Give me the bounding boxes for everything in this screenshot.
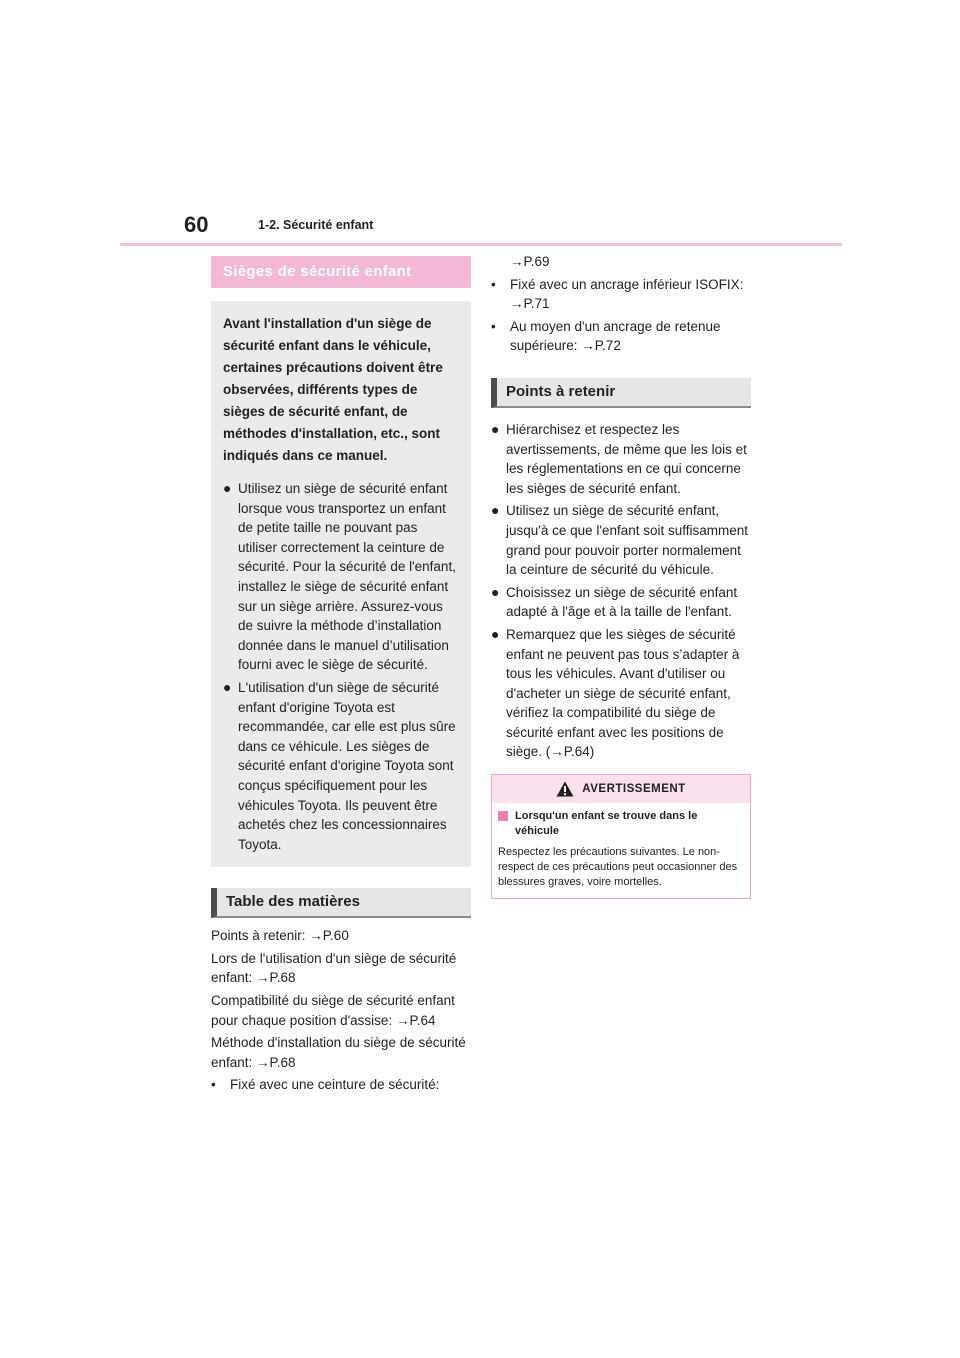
bullet-icon: ●: [491, 502, 500, 519]
points-list: [491, 420, 751, 762]
toc-link-compatibility[interactable]: Compatibilité du siège de sécurité enfant pour chaque position d'assise: →P.64: [211, 993, 455, 1028]
intro-text: Avant l'installation d'un siège de sécurité enfant dans le véhicule, certaines précautions doivent être observées, différents types de sièges de sécurité enfant, de méthodes d'installation, etc., sont indiqués dans ce manuel.: [223, 316, 443, 463]
toc-list: [211, 926, 471, 1095]
bullet-text: Utilisez un siège de sécurité enfant lorsque vous transportez un enfant de petite taille ne pouvant pas utiliser correctement la ceinture de sécurité. Pour la sécurité de l'enfant, installez le siège de sécurité enfant sur un siège arrière. Assurez-vous de suivre la méthode d’installation donnée dans le manuel d’utilisation fourni avec le siège de sécurité.: [238, 481, 456, 673]
warning-header: [492, 775, 750, 803]
section-label: 1-2. Sécurité enfant: [258, 218, 374, 232]
page-number: 60: [184, 212, 209, 237]
bullet-icon: ●: [491, 583, 500, 600]
warning-body: [492, 803, 750, 898]
toc-sub-text: Fixé avec une ceinture de sécurité:: [230, 1077, 440, 1093]
square-bullet-icon: [498, 811, 508, 821]
sub-bullet-icon: •: [211, 1077, 216, 1093]
list-item: [491, 420, 751, 498]
toc-heading: Table des matières: [211, 888, 471, 918]
sub-bullet-icon: •: [491, 318, 496, 334]
warning-subtitle: Lorsqu'un enfant se trouve dans le véhicule: [515, 810, 698, 838]
toc-link-installation[interactable]: Méthode d'installation du siège de sécurité enfant: →P.68: [211, 1035, 466, 1070]
points-heading: Points à retenir: [491, 378, 751, 408]
bullet-text: Hiérarchisez et respectez les avertissements, de même que les lois et les réglementations en ce qui concerne les sièges de sécurité enfant.: [506, 421, 747, 496]
section-title: Sièges de sécurité enfant: [211, 256, 471, 288]
bullet-icon: ●: [491, 625, 500, 642]
toc-link-tether[interactable]: Au moyen d'un ancrage de retenue supérieure: →P.72: [510, 318, 721, 354]
bullet-text: L'utilisation d'un siège de sécurité enfant d'origine Toyota est recommandée, car elle est plus sûre dans ce véhicule. Les sièges de sécurité enfant d'origine Toyota sont conçus spécifiquement pour les véhicules Toyota. Ils peuvent être achetés chez les concessionnaires Toyota.: [238, 679, 456, 852]
warning-subtitle-row: [498, 809, 744, 839]
toc-link-isofix[interactable]: Fixé avec un ancrage inférieur ISOFIX: →P.71: [510, 276, 744, 312]
bullet-text: Remarquez que les sièges de sécurité enfant ne peuvent pas tous s’adapter à tous les véhicules. Avant d'utiliser ou d'acheter un siège de sécurité enfant, vérifiez la compatibilité du siège de sécurité enfant avec les positions de siège. (→P.64): [506, 626, 740, 760]
right-column: [491, 252, 751, 899]
toc-sub-item[interactable]: [491, 317, 751, 356]
bullet-text: Choisissez un siège de sécurité enfant adapté à l'âge et à la taille de l'enfant.: [506, 584, 738, 620]
list-item: [223, 678, 459, 854]
warning-box: [491, 774, 751, 899]
list-item: [491, 501, 751, 579]
intro-box: [211, 301, 471, 867]
warning-triangle-icon: [556, 781, 574, 797]
warning-title: AVERTISSEMENT: [582, 783, 686, 796]
header-rule: [120, 243, 842, 246]
toc-sub-item[interactable]: [491, 275, 751, 314]
toc-link-points[interactable]: Points à retenir: →P.60: [211, 928, 349, 944]
bullet-text: Utilisez un siège de sécurité enfant, jusqu'à ce que l'enfant soit suffisamment grand pour pouvoir porter normalement la ceinture de sécurité du véhicule.: [506, 503, 749, 578]
toc-sub-item: [211, 1075, 471, 1095]
sub-bullet-icon: •: [491, 276, 496, 292]
toc-link-usage[interactable]: Lors de l'utilisation d'un siège de sécurité enfant: →P.68: [211, 950, 457, 986]
bullet-icon: ●: [491, 420, 500, 437]
left-column: [211, 256, 471, 1098]
bullet-icon: ●: [223, 480, 232, 496]
warning-text: Respectez les précautions suivantes. Le non-respect de ces précautions peut occasionner des blessures graves, voire mortelles.: [498, 846, 738, 889]
list-item: [491, 625, 751, 762]
list-item: [491, 583, 751, 622]
bullet-icon: ●: [223, 678, 232, 695]
list-item: [223, 479, 459, 675]
toc-link-seatbelt[interactable]: →P.69: [510, 254, 550, 269]
